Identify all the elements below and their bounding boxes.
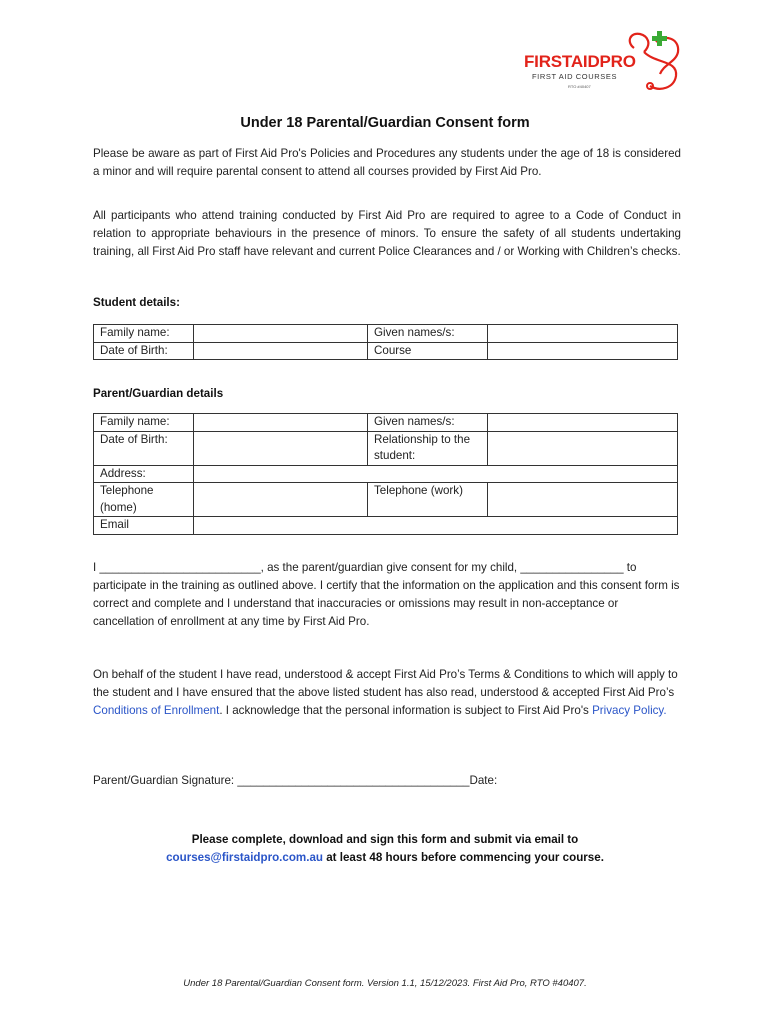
signature-line[interactable]: Parent/Guardian Signature: ____________________________________Date: xyxy=(93,774,498,787)
intro-paragraph-policy: Please be aware as part of First Aid Pro's Policies and Procedures any students under the age of 18 is considered a minor and will require parental consent to attend all courses provided by First Aid Pro. xyxy=(93,147,681,178)
submission-line-2 xyxy=(0,849,770,867)
parent-family-name-label: Family name: xyxy=(94,414,194,432)
courses-email-link[interactable]: courses@firstaidpro.com.au xyxy=(166,851,323,864)
logo-subtitle: FIRST AID COURSES xyxy=(532,72,618,81)
student-dob-label: Date of Birth: xyxy=(94,342,194,360)
student-family-name-field[interactable] xyxy=(194,325,368,343)
privacy-policy-link[interactable]: Privacy Policy. xyxy=(592,704,667,717)
submission-instructions xyxy=(0,831,770,867)
email-field[interactable] xyxy=(194,517,678,535)
first-aid-pro-logo xyxy=(520,30,690,94)
telephone-home-label: Telephone (home) xyxy=(94,483,194,517)
parent-details-heading: Parent/Guardian details xyxy=(93,387,224,400)
student-given-names-field[interactable] xyxy=(488,325,678,343)
parent-given-names-label: Given names/s: xyxy=(368,414,488,432)
table-row xyxy=(94,483,678,517)
table-row xyxy=(94,325,678,343)
student-course-field[interactable] xyxy=(488,342,678,360)
table-row xyxy=(94,517,678,535)
table-row xyxy=(94,465,678,483)
address-field[interactable] xyxy=(194,465,678,483)
acceptance-text-start: On behalf of the student I have read, understood & accept First Aid Pro’s Terms & Conditions to which will apply to the student and I have ensured that the above listed student has also read, understood & accepted First Aid Pro’s xyxy=(93,668,678,699)
telephone-work-label: Telephone (work) xyxy=(368,483,488,517)
parent-family-name-field[interactable] xyxy=(194,414,368,432)
intro-paragraph-conduct: All participants who attend training conducted by First Aid Pro are required to agree to a Code of Conduct in relation to appropriate behaviours in the presence of minors. To ensure the safety of all students undertaking training, all First Aid Pro staff have relevant and current Police Clearances and / or Working with Children’s checks. xyxy=(93,209,681,258)
logo-tagline: RTO #40407 xyxy=(568,84,591,89)
conditions-of-enrollment-link[interactable]: Conditions of Enrollment xyxy=(93,704,220,717)
page-footer: Under 18 Parental/Guardian Consent form. Version 1.1, 15/12/2023. First Aid Pro, RTO #40407. xyxy=(183,978,587,989)
student-dob-field[interactable] xyxy=(194,342,368,360)
relationship-label: Relationship to the student: xyxy=(368,431,488,465)
email-label: Email xyxy=(94,517,194,535)
submission-line-1: Please complete, download and sign this form and submit via email to xyxy=(191,833,579,846)
parent-dob-field[interactable] xyxy=(194,431,368,465)
consent-statement: I _________________________, as the parent/guardian give consent for my child, ________________ to participate in the training as outlined above. I certify that the information on the application and this consent form is correct and complete and I understand that inaccuracies or omissions may result in non-acceptance or cancellation of enrollment at any time by First Aid Pro. xyxy=(93,561,680,628)
telephone-work-field[interactable] xyxy=(488,483,678,517)
table-row xyxy=(94,342,678,360)
student-given-names-label: Given names/s: xyxy=(368,325,488,343)
student-details-table xyxy=(93,324,678,360)
parent-details-table xyxy=(93,413,678,535)
table-row xyxy=(94,414,678,432)
logo-wordmark: FIRSTAIDPRO xyxy=(524,52,636,71)
submission-line-2-text: at least 48 hours before commencing your course. xyxy=(323,851,604,864)
telephone-home-field[interactable] xyxy=(194,483,368,517)
acceptance-text-middle: . I acknowledge that the personal information is subject to First Aid Pro's xyxy=(219,704,593,717)
parent-given-names-field[interactable] xyxy=(488,414,678,432)
form-title: Under 18 Parental/Guardian Consent form xyxy=(240,115,530,131)
acceptance-statement xyxy=(93,666,681,720)
relationship-field[interactable] xyxy=(488,431,678,465)
student-details-heading: Student details: xyxy=(93,296,180,309)
student-course-label: Course xyxy=(368,342,488,360)
parent-dob-label: Date of Birth: xyxy=(94,431,194,465)
student-family-name-label: Family name: xyxy=(94,325,194,343)
address-label: Address: xyxy=(94,465,194,483)
table-row xyxy=(94,431,678,465)
